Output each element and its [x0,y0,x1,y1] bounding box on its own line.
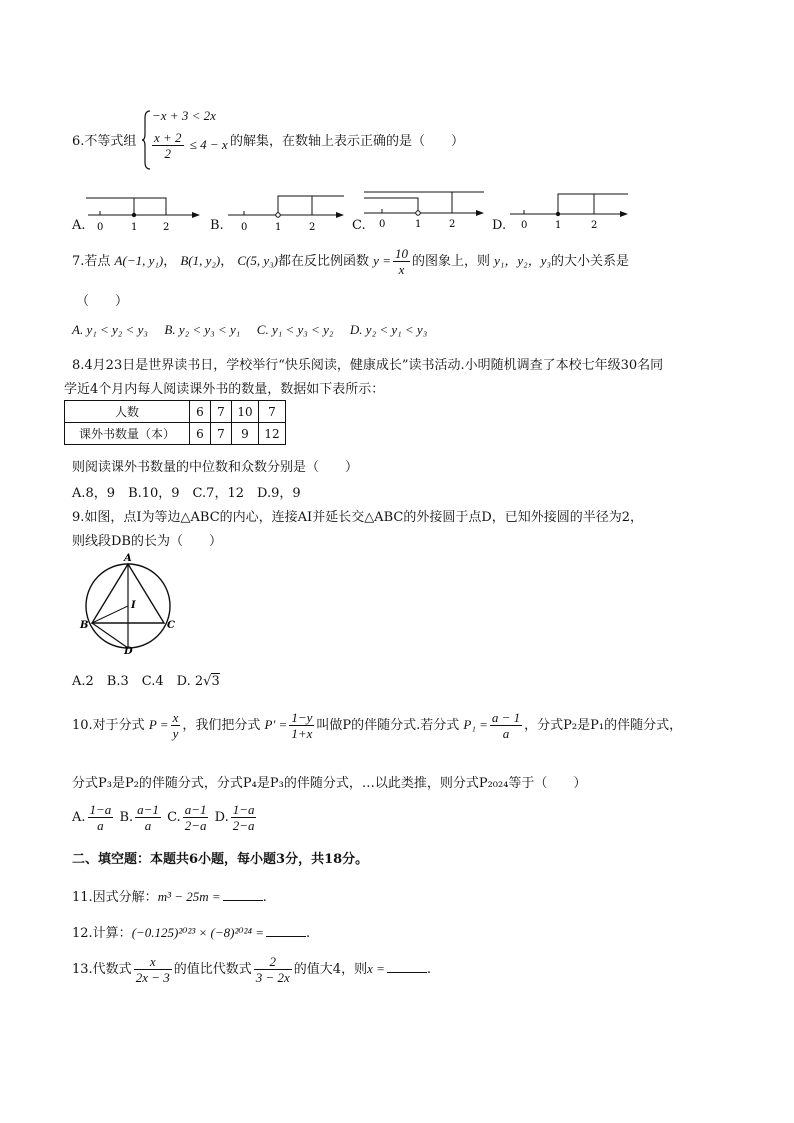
q10-line2: 分式P₃是P₂的伴随分式，分式P₄是P₃的伴随分式，…以此类推，则分式P₂₀₂₄等于（ ） [72,776,587,791]
q10-t1: 10.对于分式 [72,718,145,733]
q8-line1: 8.4月23日是世界读书日，学校举行“快乐阅读，健康成长”读书活动.小明随机调查了本校七年级30名同 [72,358,664,373]
answer-blank[interactable] [266,936,306,937]
q7-text-b: 都在反比例函数 [278,254,370,269]
q10-pprime-fraction: $\frac{1-y}{1+x}$ [291,710,313,741]
q12-expr: (−0.125)²⁰²³ × (−8)²⁰²⁴ = [131,925,265,940]
q7-text-c: 的图象上，则 [411,254,490,269]
q7-point-a: A(−1, y₁) [114,253,164,268]
q6-option-c-numberline [362,186,488,230]
q10-p1: P₁ = [463,717,488,732]
q10-option-d-fraction: $\frac{1-a}{2-a}$ [232,802,255,833]
q8-table [64,400,286,445]
q10-option-b-label: B. [119,810,134,825]
q10-p: P = [148,717,169,732]
q6-text: 的解集，在数轴上表示正确的是（ ） [230,134,465,149]
q13-fraction-2: $\frac{2}{3 - 2x}$ [255,954,290,985]
table-header-cell: 人数 [65,401,190,423]
q10-option-a-label: A. [72,810,86,825]
q6-option-d-numberline [508,188,632,232]
q10-option-b-fraction: $\frac{a-1}{a}$ [137,802,159,833]
section-heading: 二、填空题：本题共6小题，每小题3分，共18分。 [72,852,369,867]
tick-label-1: 1 [415,219,422,230]
q11-expr: m³ − 25m = [157,889,221,904]
table-header-cell: 课外书数量（本） [65,423,190,445]
q7-point-b: B(1, y₂) [180,253,221,268]
q9-options [72,670,220,689]
q10-option-d-label: D. [214,810,229,825]
q12-text: 12.计算： [72,926,132,941]
q7-text-d: 的大小关系是 [551,254,630,269]
q7-text-a: 7.若点 [72,254,111,269]
tick-label-2: 2 [163,222,170,233]
q10-option-a-fraction: $\frac{1-a}{a}$ [89,802,112,833]
q9-options-text: A.2 B.3 C.4 D. 2 [72,674,204,689]
q7-paren: （ ） [76,294,129,309]
q10-pprime: P′ = [264,717,288,732]
q10-option-c-label: C. [167,810,181,825]
q9-line1: 9.如图，点I为等边△ABC的内心，连接AI并延长交△ABC的外接圆于点D，已知外接圆的半径为2， [72,510,644,525]
q7-vars: y₁，y₂，y₃ [494,253,551,268]
table-cell: 6 [190,423,211,445]
q6-option-c-label: C. [352,218,366,233]
q10-t2: ，我们把分式 [182,718,261,733]
q7-options [72,322,427,338]
q6-option-b-numberline [226,190,346,234]
q7-func-lhs: y = [373,253,391,268]
q7-func-fraction: $\frac{10}{x}$ [394,246,408,277]
q6-option-a-label: A. [72,218,86,233]
q7-option-a: A. y₁ < y₂ < y₃ [72,322,148,337]
table-cell: 9 [232,423,259,445]
tick-label-2: 2 [591,220,598,231]
table-cell: 10 [232,401,259,423]
table-cell: 7 [211,401,232,423]
q6-label: 6.不等式组 [72,134,137,149]
q11-text: 11.因式分解： [72,890,158,905]
answer-blank[interactable] [223,900,263,901]
q13-t3: 的值大4，则 [293,962,368,977]
q8-line2: 学近4个月内每人阅读课外书的数量，数据如下表所示： [64,382,385,397]
answer-blank[interactable] [387,972,427,973]
q10-t3: 叫做P的伴随分式.若分式 [316,718,460,733]
label-A: A [124,553,132,564]
table-row [65,401,286,423]
q9-figure [72,552,182,656]
q10-line1 [72,710,682,741]
tick-label-0: 0 [521,220,528,231]
tick-label-2: 2 [449,219,456,230]
q13-t2: 的值比代数式 [173,962,252,977]
q13-t1: 13.代数式 [72,962,132,977]
table-cell: 7 [259,401,286,423]
q12: 12.计算：(−0.125)²⁰²³ × (−8)²⁰²⁴ = . [72,925,311,941]
q7-point-c: C(5, y₃) [237,253,279,268]
q6-ineq2-rhs: ≤ 4 − x [189,137,228,152]
q6-option-d-label: D. [492,218,507,233]
q8-options: A.8，9 B.10，9 C.7，12 D.9，9 [72,486,301,501]
q7-option-c: C. y₁ < y₃ < y₂ [256,322,334,337]
q7-option-d: D. y₂ < y₁ < y₃ [349,322,428,337]
tick-label-0: 0 [379,219,386,230]
label-D: D [124,646,133,656]
q6-option-b-label: B. [210,218,224,233]
q10-p1-fraction: $\frac{a - 1}{a}$ [491,710,521,741]
label-B: B [80,620,89,631]
q9-line2: 则线段DB的长为（ ） [72,534,222,549]
table-row [65,423,286,445]
tick-label-1: 1 [275,222,282,233]
q10-p-fraction: $\frac{x}{y}$ [172,710,179,741]
table-cell: 12 [259,423,286,445]
q6-ineq1: −x + 3 < 2x [152,108,216,123]
q9-sqrt-radicand: 3 [211,674,220,689]
q6-option-a-numberline [86,190,202,234]
q13-t4: x = [367,961,385,976]
q7-option-b: B. y₂ < y₃ < y₁ [164,322,241,337]
label-I: I [131,600,136,611]
q13: 13.代数式 $\frac{x}{2x - 3}$ 的值比代数式 $\frac{2}{3 - 2x}$ 的值大4，则x = . [72,954,432,985]
tick-label-0: 0 [97,222,104,233]
table-cell: 7 [211,423,232,445]
q11: 11.因式分解：m³ − 25m = . [72,889,267,905]
q7-stem: 7.若点 A(−1, y₁)， B(1, y₂)， C(5, y₃)都在反比例函数 y = $\frac{10}{x}$ 的图象上，则 y₁，y₂，y₃的大小关系是 [72,246,630,277]
tick-label-0: 0 [241,222,248,233]
table-cell: 6 [190,401,211,423]
q6-ineq2-fraction: $\frac{x + 2}{2}$ [154,130,182,161]
q10-option-c-fraction: $\frac{a-1}{2-a}$ [184,802,207,833]
tick-label-1: 1 [131,222,138,233]
tick-label-1: 1 [555,220,562,231]
sqrt-icon: √ [203,674,212,689]
q8-question: 则阅读课外书数量的中位数和众数分别是（ ） [72,460,359,475]
q10-options [72,802,258,833]
tick-label-2: 2 [309,222,316,233]
q10-t4: ，分式P₂是P₁的伴随分式， [524,718,683,733]
q13-fraction-1: $\frac{x}{2x - 3}$ [135,954,170,985]
label-C: C [167,620,175,631]
